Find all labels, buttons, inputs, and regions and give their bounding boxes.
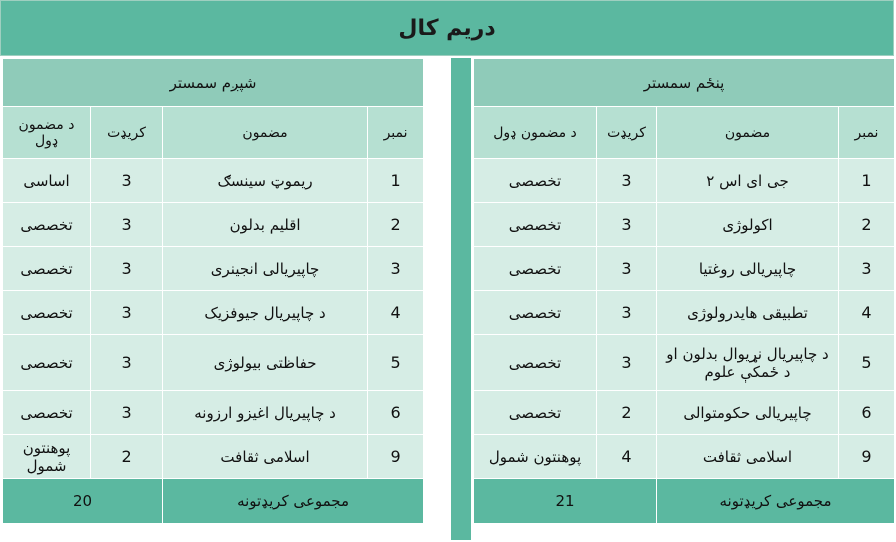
- cell-subject: د چاپیریال نړیوال بدلون او د ځمکې علوم: [657, 335, 839, 391]
- col-number-header: نمبر: [368, 107, 424, 159]
- cell-subject: اقلیم بدلون: [163, 203, 368, 247]
- cell-type: تخصصی: [474, 335, 597, 391]
- cell-number: 1: [839, 159, 895, 203]
- table-row: [3, 291, 424, 335]
- cell-subject: چاپیریالی روغتیا: [657, 247, 839, 291]
- cell-number: 4: [368, 291, 424, 335]
- cell-subject: اسلامی ثقافت: [163, 435, 368, 479]
- semester-5-rows: [474, 159, 895, 479]
- cell-credit: 4: [597, 435, 657, 479]
- cell-number: 1: [368, 159, 424, 203]
- cell-type: تخصصی: [474, 247, 597, 291]
- cell-credit: 3: [91, 159, 163, 203]
- semester-6-total-value: 20: [3, 479, 163, 524]
- col-credit-header: کریډت: [91, 107, 163, 159]
- cell-number: 5: [368, 335, 424, 391]
- table-row: [3, 435, 424, 479]
- table-row: [474, 247, 895, 291]
- cell-type: تخصصی: [474, 203, 597, 247]
- cell-subject: حفاظتی بیولوژی: [163, 335, 368, 391]
- page-title: دریم کال: [0, 0, 894, 56]
- semester-6-title: شپږم سمستر: [3, 59, 424, 107]
- table-row: [474, 291, 895, 335]
- cell-subject: جی ای اس ۲: [657, 159, 839, 203]
- cell-subject: د چاپیریال جیوفزیک: [163, 291, 368, 335]
- semester-6-table: [2, 58, 424, 524]
- cell-credit: 3: [91, 203, 163, 247]
- cell-type: تخصصی: [3, 335, 91, 391]
- semester-5-total-value: 21: [474, 479, 657, 524]
- table-row: [3, 159, 424, 203]
- table-row: [3, 247, 424, 291]
- cell-number: 9: [368, 435, 424, 479]
- cell-number: 3: [368, 247, 424, 291]
- cell-type: اساسی: [3, 159, 91, 203]
- cell-credit: 3: [91, 335, 163, 391]
- cell-number: 2: [839, 203, 895, 247]
- cell-credit: 3: [91, 391, 163, 435]
- semester-6-block: [2, 58, 423, 524]
- table-row: [474, 435, 895, 479]
- cell-number: 5: [839, 335, 895, 391]
- semester-5-total-label: مجموعی کریډتونه: [657, 479, 895, 524]
- semester-6-rows: [3, 159, 424, 479]
- cell-subject: اسلامی ثقافت: [657, 435, 839, 479]
- semester-6-total-label: مجموعی کریډتونه: [163, 479, 424, 524]
- col-credit-header: کریډت: [597, 107, 657, 159]
- cell-subject: چاپیریالی انجینری: [163, 247, 368, 291]
- table-row: [3, 335, 424, 391]
- cell-type: پوهنتون شمول: [3, 435, 91, 479]
- cell-credit: 3: [597, 203, 657, 247]
- table-row: [3, 391, 424, 435]
- col-subject-header: مضمون: [163, 107, 368, 159]
- cell-credit: 3: [597, 247, 657, 291]
- col-number-header: نمبر: [839, 107, 895, 159]
- cell-number: 2: [368, 203, 424, 247]
- col-type-header: د مضمون ډول: [474, 107, 597, 159]
- semester-divider: [451, 58, 471, 540]
- semester-5-table: [473, 58, 895, 524]
- col-type-header: د مضمون ډول: [3, 107, 91, 159]
- cell-credit: 2: [597, 391, 657, 435]
- cell-credit: 3: [91, 291, 163, 335]
- cell-credit: 3: [597, 159, 657, 203]
- table-row: [474, 335, 895, 391]
- semester-5-title: پنځم سمستر: [474, 59, 895, 107]
- cell-type: تخصصی: [474, 291, 597, 335]
- cell-subject: ریموټ سینسګ: [163, 159, 368, 203]
- table-row: [3, 203, 424, 247]
- cell-subject: د چاپیریال اغیزو ارزونه: [163, 391, 368, 435]
- cell-number: 6: [839, 391, 895, 435]
- semester-5-block: [473, 58, 894, 524]
- cell-type: تخصصی: [3, 247, 91, 291]
- cell-subject: اکولوژی: [657, 203, 839, 247]
- cell-number: 6: [368, 391, 424, 435]
- cell-subject: چاپیریالی حکومتوالی: [657, 391, 839, 435]
- cell-credit: 3: [597, 291, 657, 335]
- col-subject-header: مضمون: [657, 107, 839, 159]
- cell-subject: تطبیقی هایدرولوژی: [657, 291, 839, 335]
- table-row: [474, 159, 895, 203]
- cell-type: تخصصی: [3, 291, 91, 335]
- cell-number: 4: [839, 291, 895, 335]
- cell-type: تخصصی: [474, 159, 597, 203]
- cell-credit: 3: [91, 247, 163, 291]
- cell-type: پوهنتون شمول: [474, 435, 597, 479]
- cell-type: تخصصی: [3, 203, 91, 247]
- cell-type: تخصصی: [3, 391, 91, 435]
- cell-number: 9: [839, 435, 895, 479]
- cell-number: 3: [839, 247, 895, 291]
- cell-credit: 3: [597, 335, 657, 391]
- table-row: [474, 203, 895, 247]
- table-row: [474, 391, 895, 435]
- cell-type: تخصصی: [474, 391, 597, 435]
- cell-credit: 2: [91, 435, 163, 479]
